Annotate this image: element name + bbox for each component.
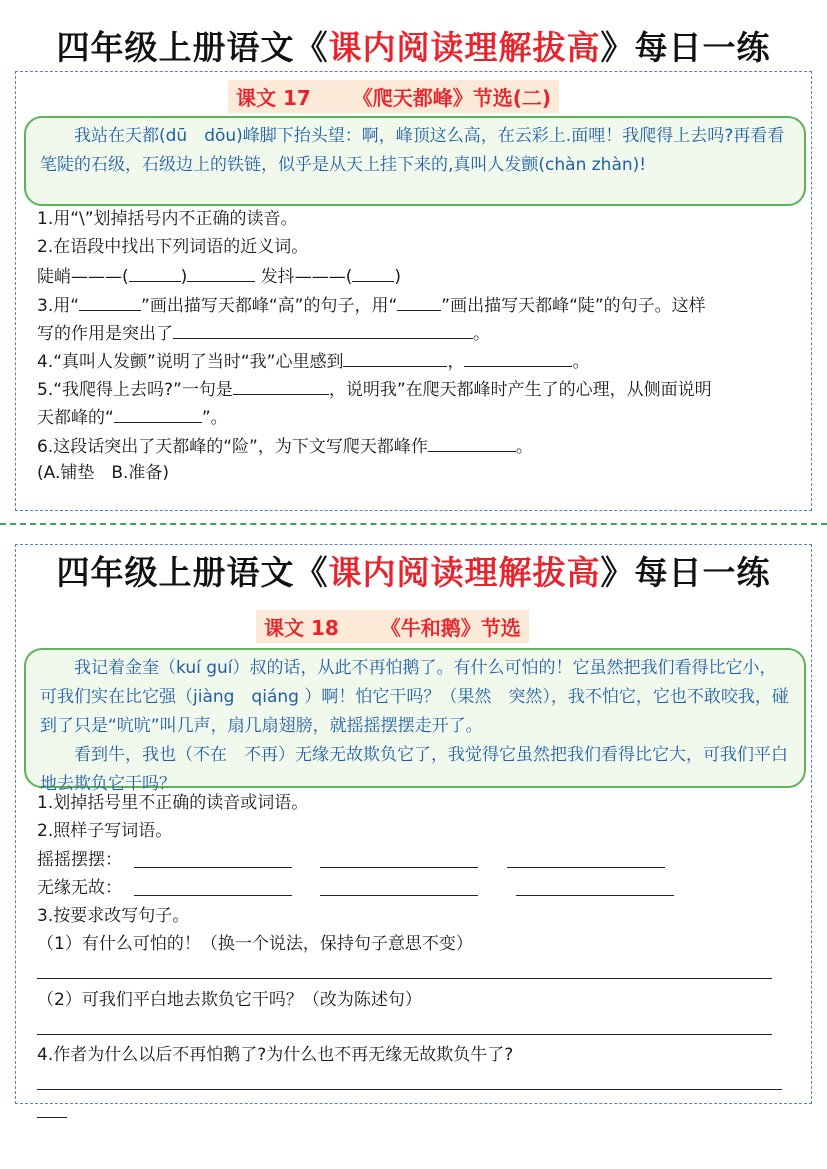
answer-blank[interactable] (114, 404, 202, 423)
question-2-items: 陡峭———( ) 发抖———( ) (37, 263, 401, 289)
word-no-reason: 无缘无故： (37, 878, 122, 898)
answer-blank[interactable] (129, 263, 181, 282)
answer-blank[interactable] (428, 433, 516, 452)
answer-blank[interactable] (173, 320, 473, 339)
question-1: 1.用“\”划掉括号内不正确的读音。 (37, 209, 298, 229)
question-2: 2.照样子写词语。 (37, 821, 173, 841)
q5-part-a: 5.“我爬得上去吗?”一句是 (37, 380, 233, 400)
q3-part-c: ”画出描写天都峰“陡”的句子。这样 (441, 296, 706, 316)
title-highlight: 课内阅读理解拔高 (328, 28, 601, 67)
lesson-number: 课文 17 (236, 86, 311, 110)
passage-2 (24, 648, 806, 794)
word-sway: 摇摇摆摆： (37, 850, 122, 870)
word-tremble: 发抖 (260, 267, 295, 287)
answer-line[interactable] (134, 895, 292, 896)
q6-text: 6.这段话突出了天都峰的“险”，为下文写爬天都峰作 (37, 437, 428, 457)
question-6-options: (A.铺垫 B.准备) (37, 463, 170, 483)
lesson-name: 《爬天都峰》节选(二) (352, 86, 552, 110)
question-2a (37, 848, 122, 872)
question-3-1: （1）有什么可怕的！（换一个说法，保持句子意思不变） (37, 934, 473, 954)
answer-blank[interactable] (233, 376, 329, 395)
question-6: 6.这段话突出了天都峰的“险”，为下文写爬天都峰作 。 (37, 433, 533, 459)
question-4: 4.“真叫人发颤”说明了当时“我”心里感到 ， 。 (37, 348, 589, 374)
title-prefix: 四年级上册语文《 (56, 28, 329, 67)
answer-line[interactable] (134, 867, 292, 868)
question-3: 3.按要求改写句子。 (37, 906, 190, 926)
passage-1 (24, 116, 806, 206)
lesson-number: 课文 18 (264, 616, 339, 640)
question-3-2: （2）可我们平白地去欺负它干吗？（改为陈述句） (37, 990, 422, 1010)
question-2: 2.在语段中找出下列词语的近义词。 (37, 237, 309, 257)
page-title-1 (0, 22, 827, 69)
lesson-heading-2 (256, 610, 529, 643)
answer-line[interactable] (320, 867, 478, 868)
lesson-name: 《牛和鹅》节选 (380, 616, 521, 640)
question-4: 4.作者为什么以后不再怕鹅了?为什么也不再无缘无故欺负牛了? (37, 1045, 514, 1065)
q3-line2-text: 写的作用是突出了 (37, 324, 173, 344)
question-1: 1.划掉括号里不正确的读音或词语。 (37, 793, 309, 813)
answer-line[interactable] (516, 895, 674, 896)
q5-line2-b: ”。 (201, 408, 228, 428)
title-highlight: 课内阅读理解拔高 (328, 553, 601, 592)
section-separator (0, 523, 827, 525)
answer-line[interactable] (37, 978, 772, 979)
question-5 (37, 376, 712, 402)
question-3 (37, 292, 706, 318)
title-suffix: 》每日一练 (600, 553, 771, 592)
page-title-2 (0, 547, 827, 594)
passage-paragraph-2: 看到牛，我也（不在 不再）无缘无故欺负它了，我觉得它虽然把我们看得比它大，可我们平白地去欺负它干吗？ (40, 745, 788, 794)
passage-paragraph-1: 我记着金奎（kuí guí）叔的话，从此不再怕鹅了。有什么可怕的！它虽然把我们看得比它小，可我们实在比它强（jiàng qiáng ）啊！怕它干吗？（果然 突然），我不怕它，它也不敢咬我，碰到了只是“吭吭”叫几声，扇几扇翅膀，就摇摇摆摆走开了。 (40, 658, 789, 736)
answer-blank[interactable] (397, 292, 441, 311)
answer-blank[interactable] (79, 292, 141, 311)
title-suffix: 》每日一练 (600, 28, 771, 67)
passage-text: 我站在天都(dū dōu)峰脚下抬头望：啊，峰顶这么高，在云彩上.面哩！我爬得上去吗?再看看笔陡的石级，石级边上的铁链，似乎是从天上挂下来的,真叫人发颤(chàn zhàn)! (40, 126, 785, 175)
q3-part-b: ”画出描写天都峰“高”的句子，用“ (141, 296, 398, 316)
q3-part-a: 3.用“ (37, 296, 80, 316)
answer-line[interactable] (507, 867, 665, 868)
q5-part-b: ，说明我”在爬天都峰时产生了的心理，从侧面说明 (328, 380, 712, 400)
answer-line[interactable] (37, 1089, 782, 1090)
answer-blank[interactable] (352, 263, 394, 282)
question-5-line2 (37, 404, 228, 430)
answer-line[interactable] (320, 895, 478, 896)
answer-line[interactable] (37, 1034, 772, 1035)
answer-blank[interactable] (464, 348, 572, 367)
question-2b (37, 876, 122, 900)
q5-line2-a: 天都峰的“ (37, 408, 114, 428)
answer-blank[interactable] (343, 348, 447, 367)
q4-text: 4.“真叫人发颤”说明了当时“我”心里感到 (37, 352, 344, 372)
word-steep: 陡峭 (37, 267, 71, 287)
title-prefix: 四年级上册语文《 (56, 553, 329, 592)
question-3-line2: 写的作用是突出了 。 (37, 320, 490, 346)
answer-line[interactable] (37, 1117, 67, 1118)
answer-blank[interactable] (187, 263, 255, 282)
lesson-heading-1 (228, 80, 559, 113)
